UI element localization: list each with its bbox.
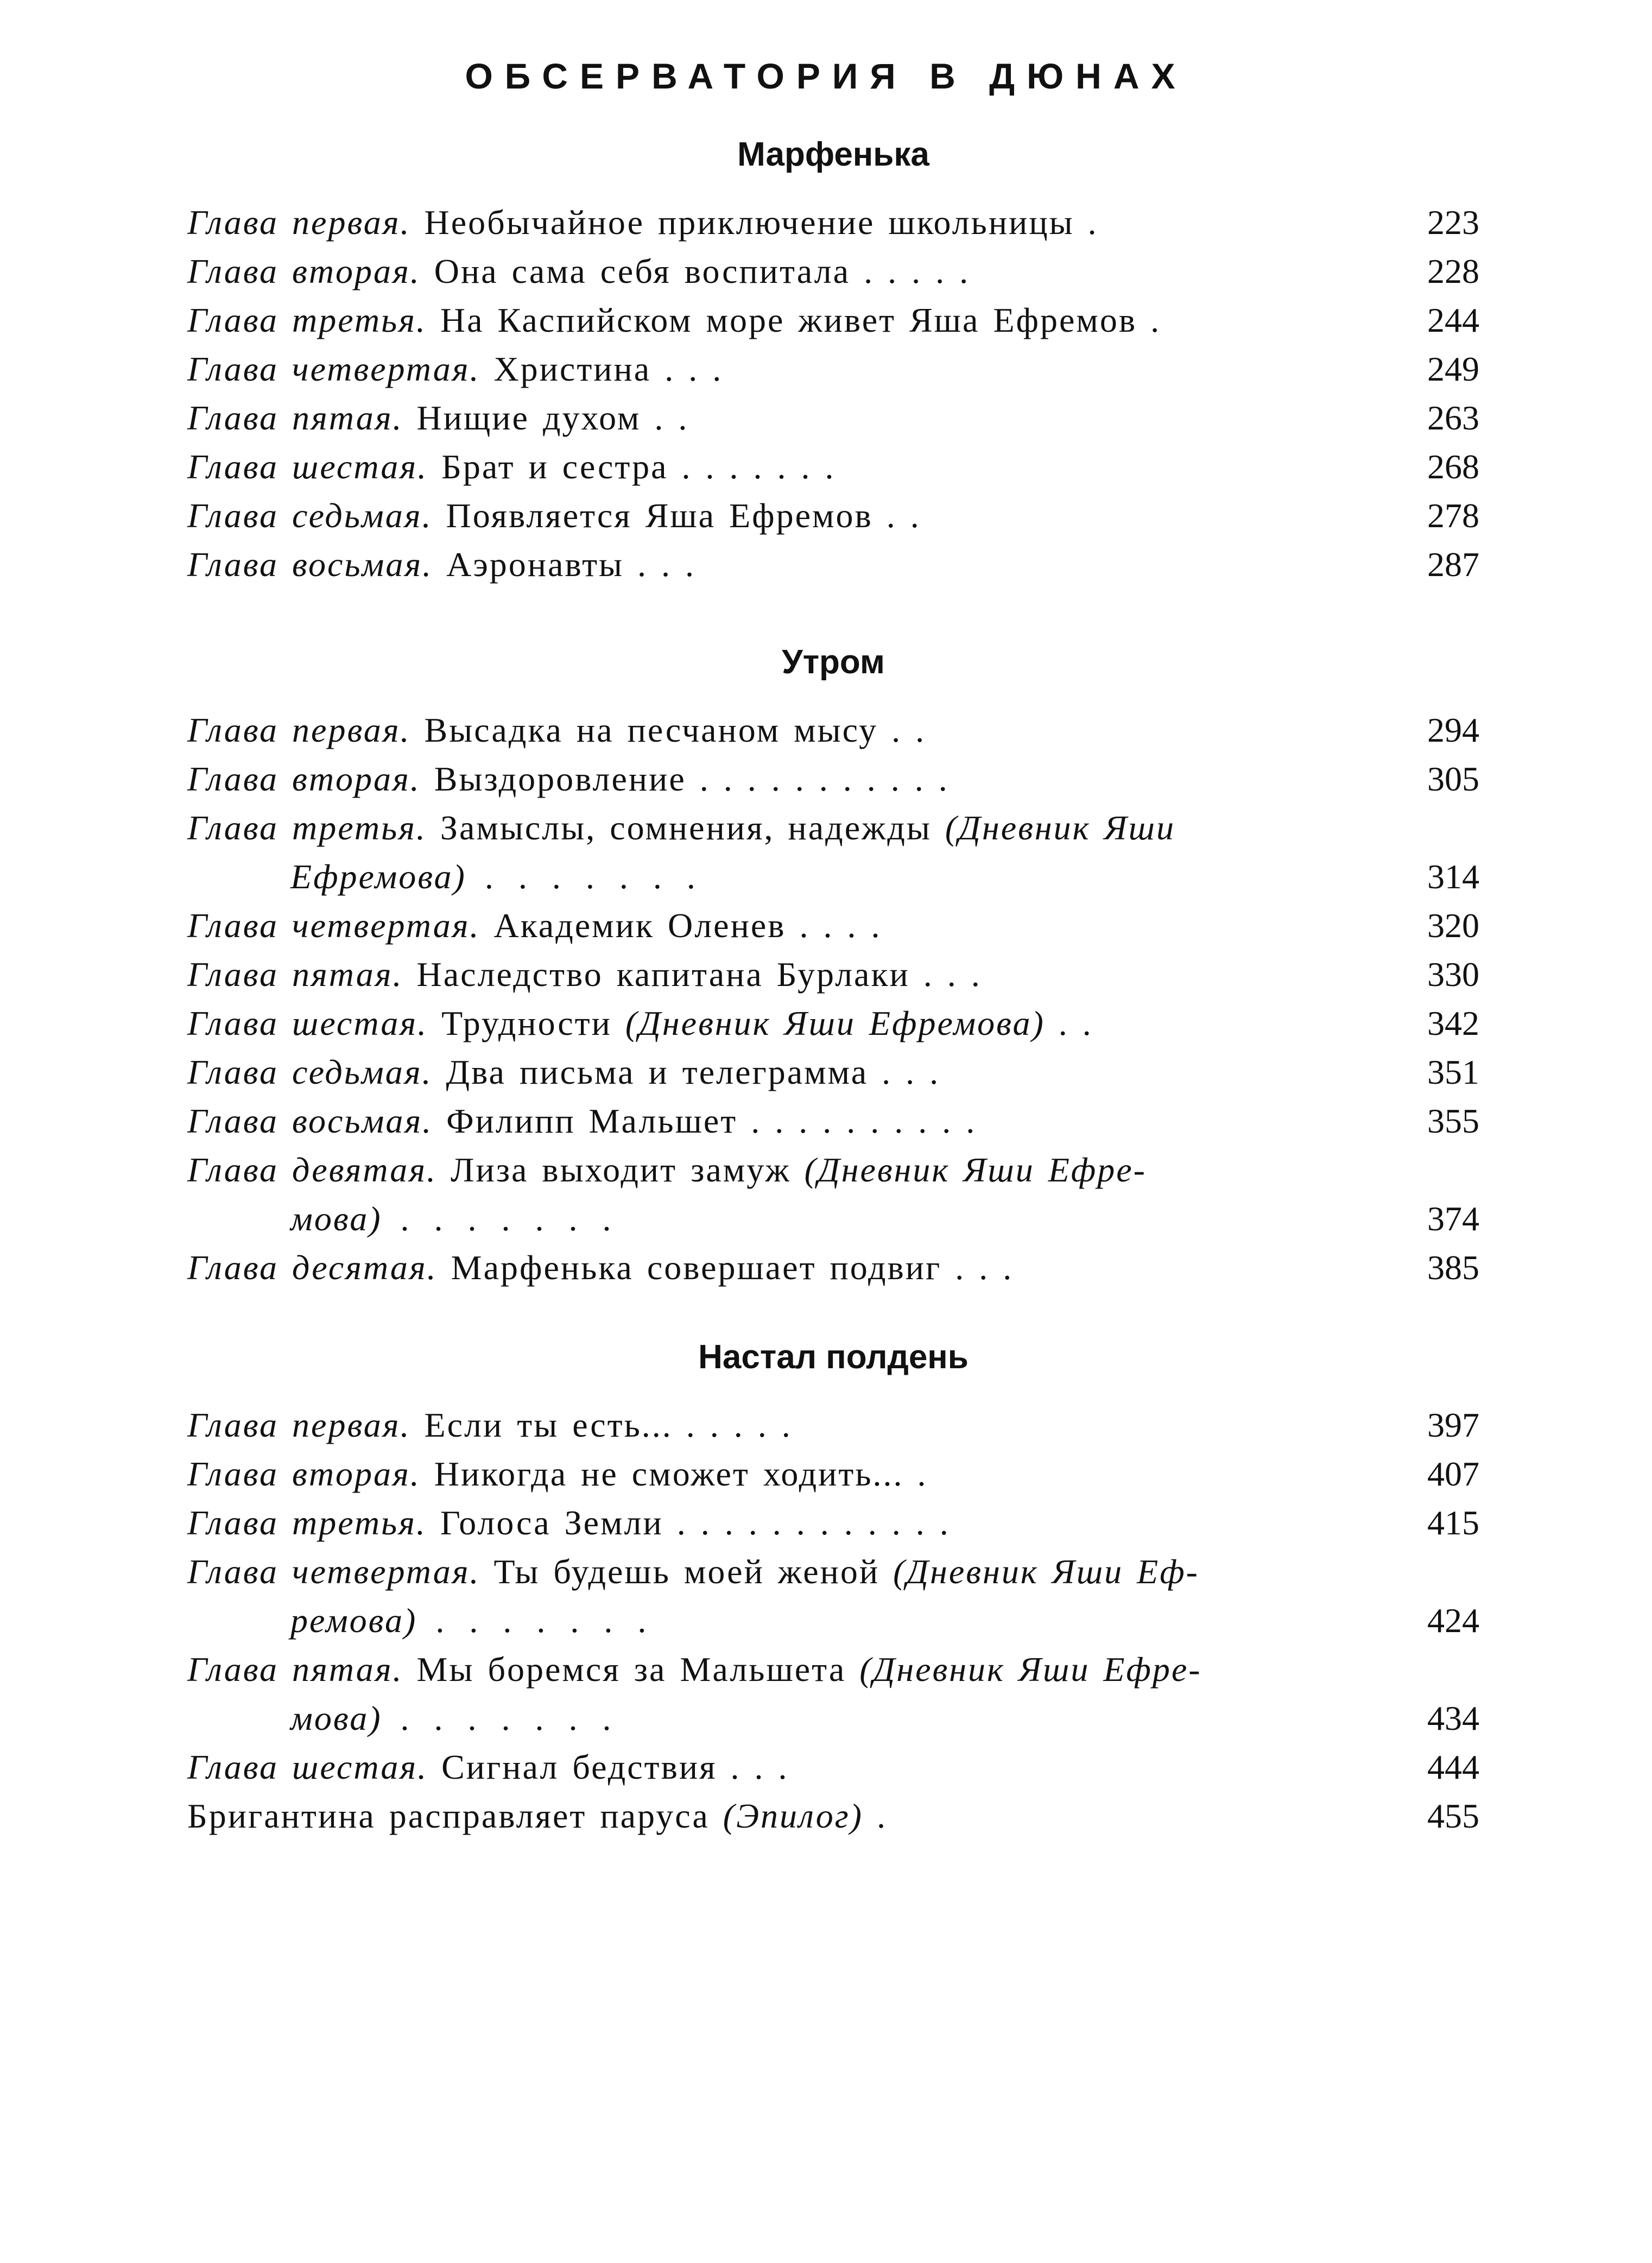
entry-text [187,1547,1398,1645]
chapter-label: Глава третья. [187,808,427,847]
entry-text: Глава вторая. Выздоровление . . . . . . . . . . . [187,760,949,798]
chapter-label: Глава шестая. [187,1748,428,1786]
chapter-label: Глава четвертая. [187,1552,480,1591]
chapter-note: (Дневник Яши [945,808,1175,847]
page-number: 415 [1427,1503,1479,1542]
chapter-label: Глава первая. [187,1406,411,1444]
entry-text: Глава вторая. Она сама себя воспитала . . . . . [187,252,970,290]
entry-text: Глава восьмая. Аэронавты . . . [187,545,696,584]
chapter-label: Глава седьмая. [187,496,433,535]
toc-entry[interactable] [187,491,1479,540]
toc-entry[interactable] [187,394,1479,443]
part-title: Утром [782,643,885,681]
page-number: 244 [1427,301,1479,339]
page-number: 330 [1427,955,1479,994]
entry-text: Глава пятая. Наследство капитана Бурлаки . . . [187,955,982,994]
entry-list [187,1401,1479,1841]
page-number: 278 [1427,496,1479,535]
chapter-title: Ты будешь моей женой [493,1552,880,1591]
entry-text: Глава первая. Если ты есть... . . . . . [187,1406,792,1444]
part-marfenka [187,133,1479,589]
book-title: ОБСЕРВАТОРИЯ В ДЮНАХ [465,56,1187,96]
page-number: 374 [1427,1199,1479,1238]
chapter-label: Глава третья. [187,1503,427,1542]
chapter-label: Глава пятая. [187,955,403,994]
chapter-label: Глава восьмая. [187,545,433,584]
entry-list [187,198,1479,589]
chapter-label: Глава первая. [187,203,411,242]
part-nastal-polden [187,1336,1479,1841]
chapter-label: Глава пятая. [187,399,403,437]
chapter-title: Голоса Земли [440,1503,663,1542]
entry-list [187,706,1479,1292]
chapter-label: Глава четвертая. [187,906,480,945]
toc-entry[interactable] [187,706,1479,755]
page-number: 223 [1427,203,1479,242]
page-number: 385 [1427,1248,1479,1287]
entry-text: Глава пятая. Нищие духом . . [187,399,689,437]
entry-text [187,1645,1398,1743]
chapter-title: Сигнал бедствия [441,1748,717,1786]
page-number: 314 [1427,857,1479,896]
chapter-title: Если ты есть... [424,1406,673,1444]
entry-text: Глава четвертая. Академик Оленев . . . . [187,906,882,945]
chapter-label: Глава вторая. [187,252,421,290]
chapter-title: Мы боремся за Мальшета [416,1650,846,1689]
chapter-title: Выздоровление [434,760,686,798]
toc-entry[interactable] [187,1450,1479,1499]
entry-text: Глава шестая. Трудности (Дневник Яши Ефремова) . . [187,1004,1093,1042]
entry-text [187,804,1398,901]
toc-entry[interactable] [187,198,1479,247]
chapter-label: Глава вторая. [187,760,421,798]
entry-text: Глава четвертая. Христина . . . [187,350,723,388]
entry-text: Глава шестая. Брат и сестра . . . . . . . [187,447,836,486]
chapter-label: Глава четвертая. [187,350,480,388]
page-number: 434 [1427,1699,1479,1737]
toc-entry[interactable] [187,443,1479,491]
toc-entry[interactable] [187,755,1479,804]
page-number: 455 [1427,1797,1479,1835]
chapter-title: Марфенька совершает подвиг [451,1248,942,1287]
chapter-title: Два письма и телеграмма [446,1053,869,1091]
toc-entry[interactable] [187,247,1479,296]
page-number: 249 [1427,350,1479,388]
entry-text: Глава первая. Необычайное приключение школьницы . [187,203,1098,242]
toc-entry[interactable] [187,1499,1479,1547]
part-title: Марфенька [737,136,929,173]
chapter-title: Лиза выходит замуж [451,1151,791,1189]
page-number: 268 [1427,447,1479,486]
page-number: 355 [1427,1102,1479,1140]
entry-text: Глава седьмая. Появляется Яша Ефремов . . [187,496,921,535]
chapter-note-continued: ремова) [290,1601,417,1640]
chapter-title: Брат и сестра [441,447,668,486]
toc-entry[interactable] [187,1401,1479,1450]
toc-entry[interactable] [187,804,1479,901]
toc-entry[interactable] [187,296,1479,345]
page-number: 287 [1427,545,1479,584]
toc-entry[interactable] [187,1146,1479,1243]
toc-entry[interactable] [187,999,1479,1048]
toc-entry[interactable] [187,1743,1479,1792]
chapter-label: Глава пятая. [187,1650,403,1689]
part-utrom [187,641,1479,1292]
page-number: 294 [1427,711,1479,749]
chapter-label: Глава десятая. [187,1248,438,1287]
toc-entry[interactable] [187,1097,1479,1146]
chapter-note-continued: мова) [290,1199,382,1238]
chapter-note: (Дневник Яши Еф- [893,1552,1199,1591]
entry-text [187,1146,1398,1243]
chapter-label: Глава девятая. [187,1151,438,1189]
page-number: 320 [1427,906,1479,945]
chapter-label: Глава восьмая. [187,1102,433,1140]
chapter-label: Глава вторая. [187,1455,421,1493]
toc-entry[interactable] [187,1243,1479,1292]
chapter-title: Бригантина расправляет паруса [187,1797,710,1835]
chapter-label: Глава шестая. [187,1004,428,1042]
toc-entry[interactable] [187,540,1479,589]
entry-text: Глава десятая. Марфенька совершает подвиг . . . [187,1248,1014,1287]
entry-text: Глава третья. На Каспийском море живет Яша Ефремов . [187,301,1161,339]
chapter-label: Глава третья. [187,301,427,339]
chapter-title: Высадка на песчаном мысу [424,711,878,749]
page-number: 424 [1427,1601,1479,1640]
page-number: 407 [1427,1455,1479,1493]
page-number: 444 [1427,1748,1479,1786]
toc-entry[interactable] [187,950,1479,999]
page-number: 263 [1427,399,1479,437]
chapter-title: Никогда не сможет ходить... [434,1455,904,1493]
chapter-title: Трудности [441,1004,612,1042]
chapter-title: Замыслы, сомнения, надежды [440,808,932,847]
chapter-title: Она сама себя воспитала [434,252,851,290]
toc-entry[interactable] [187,345,1479,394]
chapter-title: Аэронавты [446,545,624,584]
toc-entry[interactable] [187,1645,1479,1743]
toc-entry[interactable] [187,901,1479,950]
chapter-note-continued: мова) [290,1699,382,1737]
chapter-label: Глава первая. [187,711,411,749]
entry-text: Глава седьмая. Два письма и телеграмма . . . [187,1053,940,1091]
page-number: 351 [1427,1053,1479,1091]
entry-text: Глава вторая. Никогда не сможет ходить... . [187,1455,928,1493]
entry-text: Глава первая. Высадка на песчаном мысу . . [187,711,926,749]
chapter-title: Христина [493,350,651,388]
chapter-note: (Дневник Яши Ефре- [804,1151,1147,1189]
part-title: Настал полдень [698,1338,969,1376]
toc-entry[interactable] [187,1048,1479,1097]
chapter-title: На Каспийском море живет Яша Ефремов [440,301,1137,339]
page-number: 305 [1427,760,1479,798]
page-number: 397 [1427,1406,1479,1444]
entry-text: Глава третья. Голоса Земли . . . . . . . . . . . . [187,1503,950,1542]
entry-text: Бригантина расправляет паруса (Эпилог) . [187,1797,887,1835]
page-number: 342 [1427,1004,1479,1042]
chapter-title: Нищие духом [416,399,641,437]
chapter-note: (Эпилог) [723,1797,863,1835]
toc-entry[interactable] [187,1547,1479,1645]
chapter-label: Глава шестая. [187,447,428,486]
chapter-title: Необычайное приключение школьницы [424,203,1074,242]
chapter-note: (Дневник Яши Ефре- [859,1650,1202,1689]
entry-text: Глава восьмая. Филипп Мальшет . . . . . . . . . . [187,1102,977,1140]
entry-text: Глава шестая. Сигнал бедствия . . . [187,1748,789,1786]
chapter-note: (Дневник Яши Ефремова) [625,1004,1045,1042]
chapter-title: Филипп Мальшет [446,1102,738,1140]
chapter-note-continued: Ефремова) [290,857,466,896]
chapter-title: Наследство капитана Бурлаки [416,955,910,994]
page-number: 228 [1427,252,1479,290]
toc-entry[interactable] [187,1792,1479,1841]
chapter-label: Глава седьмая. [187,1053,433,1091]
chapter-title: Появляется Яша Ефремов [446,496,873,535]
chapter-title: Академик Оленев [493,906,786,945]
